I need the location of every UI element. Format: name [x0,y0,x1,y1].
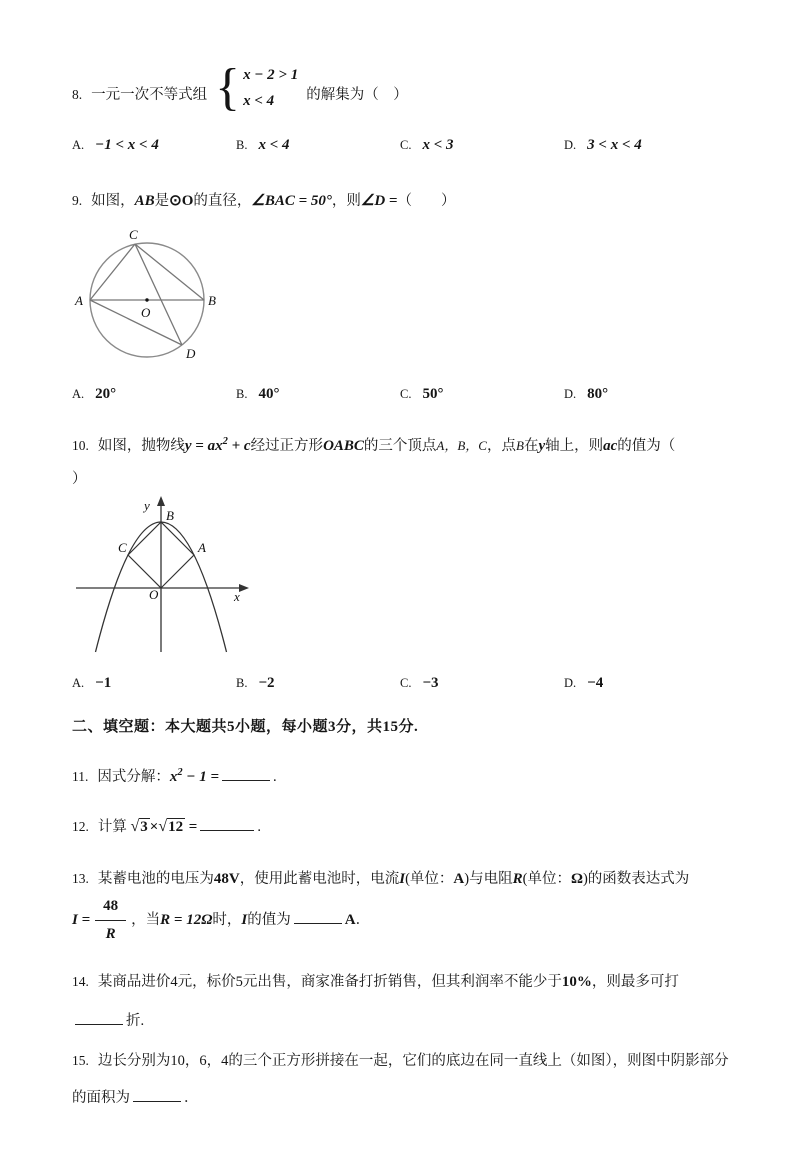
system-line-2: x < 4 [243,93,275,110]
option-c: C. −3 [400,675,439,692]
option-c: C. 50° [400,385,444,402]
sqrt-3: √3 [130,817,148,835]
question-9: 9. 如图，AB是⊙O的直径，∠BAC = 50°，则∠D =（ ） [72,192,456,209]
question-8-options [72,136,764,154]
brace-glyph: { [215,59,241,117]
answer-blank [75,1012,123,1025]
option-a: A. −1 [72,675,112,692]
option-c: C. x < 3 [400,136,454,153]
chord-CB [135,244,204,300]
label-x: x [234,589,240,605]
option-b: B. 40° [236,385,280,402]
question-10-number: 10. [72,437,89,453]
y-axis-arrow [157,496,165,506]
question-14-line-1: 14. 某商品进价4元，标价5元出售，商家准备打折销售，但其利润率不能少于10%，则最多可打 [72,973,679,990]
question-10-options [72,674,764,692]
x-axis-arrow [239,584,249,592]
sqrt-12: √12 [158,817,184,835]
question-15-line-2: 的面积为 ． [72,1089,199,1106]
question-15-number: 15. [72,1053,89,1069]
answer-blank [294,911,342,924]
option-a: A. 20° [72,385,117,402]
question-14-line-2: 折. [72,1010,764,1032]
section-2-header: 二、填空题：本大题共5小题，每小题3分，共15分. [72,719,419,736]
parabola-diagram [74,494,274,662]
question-9-number: 9. [72,192,83,208]
option-a: A. −1 < x < 4 [72,136,159,153]
question-15-line-1: 15. 边长分别为10，6，4的三个正方形拼接在一起，它们的底边在同一直线上（如图），则图中阴影部分 [72,1053,729,1070]
option-d: D. −4 [564,675,604,692]
label-D: D [186,345,196,361]
chord-AD [90,300,182,345]
fraction-48-over-R: $\frac{48}{R}$ [95,895,126,947]
label-C: C [129,226,138,242]
question-13-line-2: I = $\frac{48}{R}$ ，当R = 12Ω时，I的值为 A． [72,895,764,947]
label-A: A [75,292,83,308]
question-14-number: 14. [72,973,89,989]
option-d: D. 80° [564,385,609,402]
center-dot [145,298,148,301]
answer-blank [133,1089,181,1102]
option-b: B. −2 [236,675,275,692]
question-10: 10. 如图，抛物线$y = ax^2 + c$经过正方形OABC的三个顶点A，B，C，点B在y轴上，则ac的值为（ [72,435,676,454]
circle-diagram [74,225,244,377]
question-13-line-1: 13. 某蓄电池的电压为48V，使用此蓄电池时，电流I(单位：A)与电阻R(单位：Ω)的函数表达式为 [72,870,690,887]
label-C: C [118,540,127,556]
question-10-close-paren: ） [72,471,87,487]
label-B: B [208,292,216,308]
chord-CD [135,244,182,345]
label-B: B [166,508,174,524]
question-12-number: 12. [72,818,89,834]
question-8-number: 8. [72,87,83,103]
option-d: D. 3 < x < 4 [564,136,642,153]
question-11: 11. 因式分解：$x^2 - 1$ = . [72,766,277,785]
option-b: B. x < 4 [236,136,290,153]
question-11-number: 11. [72,768,89,784]
question-9-options [72,385,764,403]
question-12: 12. 计算 √3 ×√12 = . [72,817,261,835]
question-8-text-pre: 一元一次不等式组 [91,87,208,104]
question-8-text-post: 的解集为（ ） [306,87,408,104]
answer-blank [200,818,254,831]
label-y: y [144,498,150,514]
answer-blank [222,768,270,781]
question-8 [72,59,764,117]
system-line-1: x − 2 > 1 [243,67,299,83]
inequality-system [215,59,299,117]
label-O: O [149,587,159,603]
label-A: A [198,540,206,556]
label-O: O [141,304,151,320]
question-13-number: 13. [72,870,89,886]
